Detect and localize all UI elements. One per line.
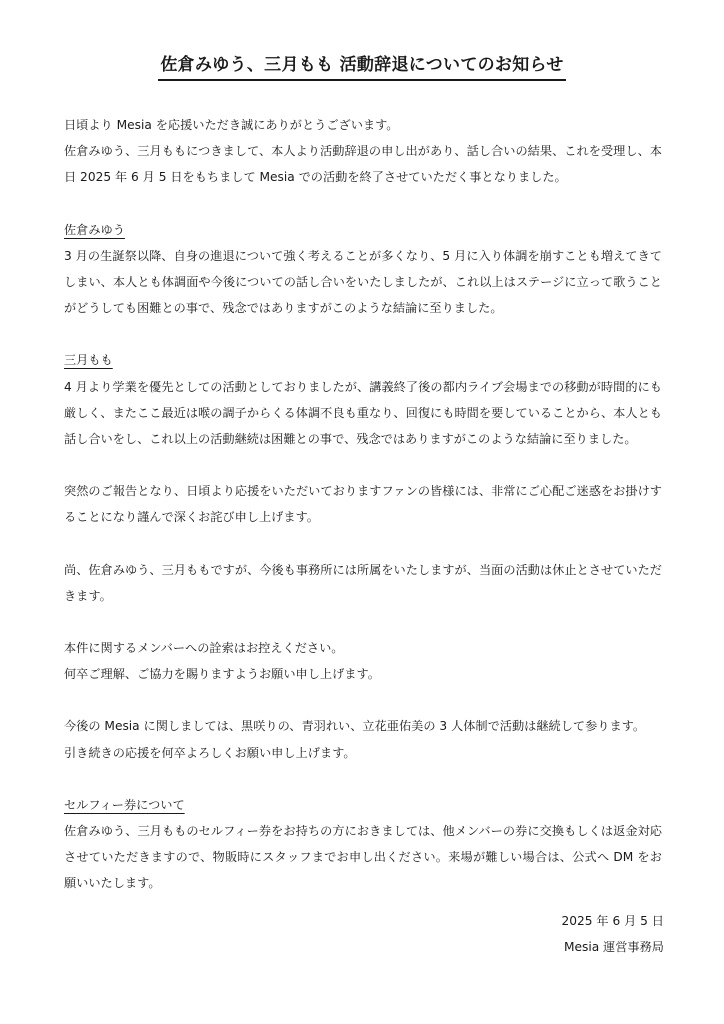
request-line-1: 本件に関するメンバーへの詮索はお控えください。 xyxy=(64,641,344,656)
intro-line-1: 日頃より Mesia を応援いただき誠にありがとうございます。 xyxy=(64,118,399,132)
section-miyu-heading-wrap xyxy=(64,217,662,243)
signature-issuer: Mesia 運営事務局 xyxy=(563,940,664,954)
signature-date: 2025 年 6 月 5 日 xyxy=(561,914,664,928)
intro-line-2: 佐倉みゆう、三月ももにつきまして、本人より活動辞退の申し出があり、話し合いの結果、これを受理し、本日 2025 年 6 月 5 日をもちまして Mesia での活動を終了させていただく事となりました。 xyxy=(64,144,662,185)
section-miyu-heading: 佐倉みゆう xyxy=(64,222,125,237)
future-line-1: 今後の Mesia に関しましては、黒咲りの、青羽れい、立花亜佑美の 3 人体制で活動は継続して参ります。 xyxy=(64,719,646,734)
section-selfie-heading: セルフィー券について xyxy=(64,797,185,812)
note-text: 尚、佐倉みゆう、三月ももですが、今後も事務所には所属をいたしますが、当面の活動は休止とさせていただきます。 xyxy=(64,562,662,603)
signature-block xyxy=(562,908,664,960)
document-body xyxy=(64,112,662,897)
section-selfie-heading-wrap xyxy=(64,792,662,818)
section-momo-heading-wrap xyxy=(64,347,662,373)
section-miyu-text: 3 月の生誕祭以降、自身の進退について強く考えることが多くなり、5 月に入り体調を崩すことも増えてきてしまい、本人とも体調面や今後についての話し合いをいたしましたが、これ以上はステージに立って歌うことがどうしても困難との事で、残念ではありますがこのような結論に至りました。 xyxy=(64,248,662,316)
apology-text: 突然のご報告となり、日頃より応援をいただいておりますファンの皆様には、非常にご心配ご迷惑をお掛けすることになり謹んで深くお詫び申し上げます。 xyxy=(64,484,662,525)
section-selfie-text: 佐倉みゆう、三月もものセルフィー券をお持ちの方におきましては、他メンバーの券に交換もしくは返金対応させていただきますので、物販時にスタッフまでお申し出ください。来場が難しい場合は、公式へ DM をお願いいたします。 xyxy=(64,824,662,891)
request-line-2: 何卒ご理解、ご協力を賜りますようお願い申し上げます。 xyxy=(64,667,380,682)
section-momo-text: 4 月より学業を優先としての活動としておりましたが、講義終了後の都内ライブ会場までの移動が時間的にも厳しく、またここ最近は喉の調子からくる体調不良も重なり、回復にも時間を要していることから、本人とも話し合いをし、これ以上の活動継続は困難との事で、残念ではありますがこのような結論に至りました。 xyxy=(64,379,662,447)
section-momo-heading: 三月もも xyxy=(64,353,113,368)
future-line-2: 引き続きの応援を何卒よろしくお願い申し上げます。 xyxy=(64,745,356,760)
document-title: 佐倉みゆう、三月もも 活動辞退についてのお知らせ xyxy=(158,55,565,81)
document-title-wrap xyxy=(0,50,724,75)
